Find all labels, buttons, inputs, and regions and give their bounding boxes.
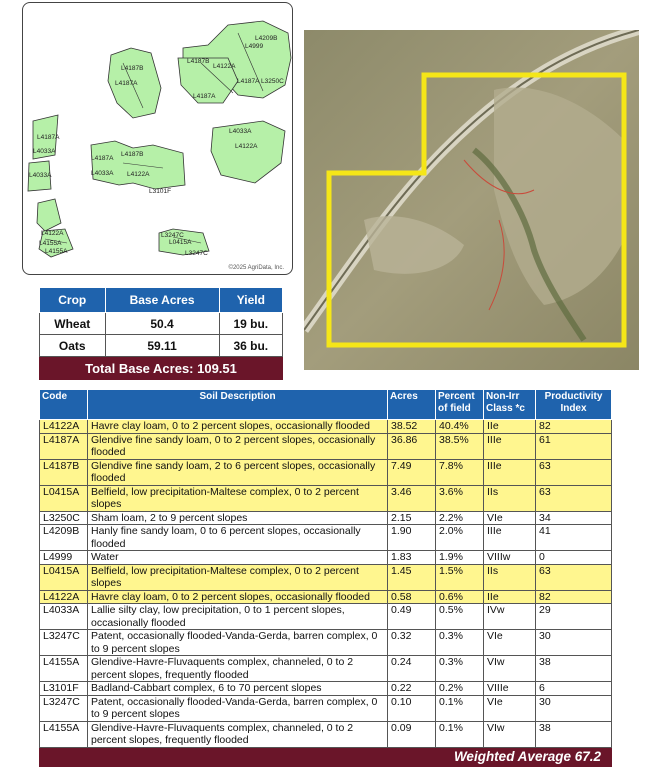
- soil-description: Lallie silty clay, low precipitation, 0 to 1 percent slopes, occasionally flooded: [88, 604, 388, 630]
- soil-row: [40, 590, 612, 604]
- soil-percent: 38.5%: [436, 433, 484, 459]
- soil-percent: 7.8%: [436, 459, 484, 485]
- aerial-photo: [304, 30, 639, 370]
- soil-class: IIs: [484, 564, 536, 590]
- soil-description: Sham loam, 2 to 9 percent slopes: [88, 511, 388, 525]
- soil-acres: 0.22: [388, 682, 436, 696]
- soil-acres: 0.49: [388, 604, 436, 630]
- soil-description: Belfield, low precipitation-Maltese complex, 0 to 2 percent slopes: [88, 485, 388, 511]
- soil-productivity-index: 30: [536, 695, 612, 721]
- soil-productivity-index: 63: [536, 485, 612, 511]
- soil-percent: 1.9%: [436, 551, 484, 565]
- soil-percent: 0.2%: [436, 682, 484, 696]
- soil-code: L4209B: [40, 525, 88, 551]
- soil-code: L4155A: [40, 656, 88, 682]
- soil-description: Glendive fine sandy loam, 0 to 2 percent slopes, occasionally flooded: [88, 433, 388, 459]
- soil-code: L4999: [40, 551, 88, 565]
- soil-acres: 1.90: [388, 525, 436, 551]
- soil-label: L4122A: [127, 171, 150, 178]
- soil-label: L4999: [245, 43, 264, 50]
- soil-row: [40, 459, 612, 485]
- soil-class: VIw: [484, 656, 536, 682]
- soil-acres: 0.10: [388, 695, 436, 721]
- soil-code: L3247C: [40, 695, 88, 721]
- soil-row: [40, 551, 612, 565]
- crop-acres: 50.4: [105, 313, 219, 335]
- soil-row: [40, 433, 612, 459]
- soil-productivity-index: 61: [536, 433, 612, 459]
- header-crop: Crop: [40, 288, 106, 313]
- soil-productivity-index: 6: [536, 682, 612, 696]
- header-code: Code: [40, 390, 88, 420]
- soil-class: IVw: [484, 604, 536, 630]
- soil-percent: 0.5%: [436, 604, 484, 630]
- header-percent-of-field: Percent of field: [436, 390, 484, 420]
- soil-table-header: [40, 390, 612, 420]
- total-base-acres: Total Base Acres: 109.51: [40, 357, 283, 380]
- soil-label: L4187A: [115, 80, 138, 87]
- soil-percent: 0.1%: [436, 695, 484, 721]
- soil-code: L0415A: [40, 564, 88, 590]
- soil-description: Glendive-Havre-Fluvaquents complex, channeled, 0 to 2 percent slopes, frequently flooded: [88, 656, 388, 682]
- header-soil-description: Soil Description: [88, 390, 388, 420]
- soil-acres: 2.15: [388, 511, 436, 525]
- soil-label: L4033A: [33, 148, 56, 155]
- soil-row: [40, 420, 612, 434]
- soil-acres: 38.52: [388, 420, 436, 434]
- soil-productivity-index: 63: [536, 564, 612, 590]
- crop-yield: 19 bu.: [219, 313, 282, 335]
- soil-acres: 3.46: [388, 485, 436, 511]
- soil-code: L4122A: [40, 420, 88, 434]
- crop-row: [40, 313, 283, 335]
- soil-class: VIIIw: [484, 551, 536, 565]
- header-productivity-index: Productivity Index: [536, 390, 612, 420]
- soil-percent: 0.3%: [436, 656, 484, 682]
- soil-acres: 0.09: [388, 721, 436, 747]
- crop-row: [40, 335, 283, 357]
- soil-row: [40, 682, 612, 696]
- soil-label: L3250C: [261, 78, 284, 85]
- soil-label: L4187B: [121, 151, 144, 158]
- header-non-irr-class: Non-Irr Class *c: [484, 390, 536, 420]
- soil-label: L4187A: [37, 134, 60, 141]
- header-yield: Yield: [219, 288, 282, 313]
- soil-class: VIe: [484, 511, 536, 525]
- weighted-average: Weighted Average 67.2: [40, 747, 612, 766]
- soil-row: [40, 564, 612, 590]
- soil-label: L4033A: [91, 170, 114, 177]
- soil-description: Havre clay loam, 0 to 2 percent slopes, occasionally flooded: [88, 420, 388, 434]
- crop-table: [39, 287, 283, 380]
- soil-row: [40, 721, 612, 747]
- soil-productivity-index: 38: [536, 721, 612, 747]
- soil-description: Patent, occasionally flooded-Vanda-Gerda, barren complex, 0 to 9 percent slopes: [88, 630, 388, 656]
- crop-name: Oats: [40, 335, 106, 357]
- soil-row: [40, 525, 612, 551]
- soil-label: L4187A: [193, 93, 216, 100]
- soil-row: [40, 485, 612, 511]
- soil-percent: 0.3%: [436, 630, 484, 656]
- soil-code: L3250C: [40, 511, 88, 525]
- soil-row: [40, 695, 612, 721]
- soil-code: L0415A: [40, 485, 88, 511]
- soil-percent: 0.6%: [436, 590, 484, 604]
- soil-label: L4033A: [29, 172, 52, 179]
- soil-label: L4033A: [229, 128, 252, 135]
- header-base-acres: Base Acres: [105, 288, 219, 313]
- soil-table-body: [40, 420, 612, 748]
- soil-code: L3101F: [40, 682, 88, 696]
- soil-class: IIIe: [484, 433, 536, 459]
- soil-acres: 0.58: [388, 590, 436, 604]
- soil-percent: 1.5%: [436, 564, 484, 590]
- soil-percent: 2.0%: [436, 525, 484, 551]
- soil-acres: 1.45: [388, 564, 436, 590]
- soil-code: L4187B: [40, 459, 88, 485]
- aerial-drawing: [304, 30, 639, 370]
- soil-row: [40, 630, 612, 656]
- soil-label: L4187B: [187, 58, 210, 65]
- soil-productivity-index: 29: [536, 604, 612, 630]
- soil-label: L4187A: [91, 155, 114, 162]
- soil-productivity-index: 0: [536, 551, 612, 565]
- soil-description: Belfield, low precipitation-Maltese complex, 0 to 2 percent slopes: [88, 564, 388, 590]
- soil-productivity-index: 41: [536, 525, 612, 551]
- soil-label: L4155A: [39, 240, 62, 247]
- soil-class: VIe: [484, 630, 536, 656]
- header-acres: Acres: [388, 390, 436, 420]
- soil-label: L3101F: [149, 188, 172, 195]
- soil-percent: 40.4%: [436, 420, 484, 434]
- soil-class: VIe: [484, 695, 536, 721]
- soil-label: L4122A: [213, 63, 236, 70]
- soil-label: L4122A: [235, 143, 258, 150]
- soil-acres: 0.24: [388, 656, 436, 682]
- soil-label: L4122A: [41, 230, 64, 237]
- soil-percent: 2.2%: [436, 511, 484, 525]
- soil-productivity-index: 82: [536, 590, 612, 604]
- soil-class: IIIe: [484, 459, 536, 485]
- soil-label: L0415A: [169, 239, 192, 246]
- soil-row: [40, 656, 612, 682]
- soil-description: Havre clay loam, 0 to 2 percent slopes, occasionally flooded: [88, 590, 388, 604]
- soil-class: IIs: [484, 485, 536, 511]
- soil-productivity-index: 82: [536, 420, 612, 434]
- weighted-average-row: [40, 747, 612, 766]
- soil-productivity-index: 30: [536, 630, 612, 656]
- soil-label: L4209B: [255, 35, 278, 42]
- soil-description: Glendive-Havre-Fluvaquents complex, channeled, 0 to 2 percent slopes, frequently flooded: [88, 721, 388, 747]
- soil-code: L4155A: [40, 721, 88, 747]
- crop-yield: 36 bu.: [219, 335, 282, 357]
- soil-acres: 0.32: [388, 630, 436, 656]
- soil-label: L3247C: [161, 232, 184, 239]
- soil-productivity-index: 38: [536, 656, 612, 682]
- soil-acres: 36.86: [388, 433, 436, 459]
- crop-acres: 59.11: [105, 335, 219, 357]
- soil-acres: 1.83: [388, 551, 436, 565]
- soil-map-drawing: [23, 3, 292, 274]
- crop-name: Wheat: [40, 313, 106, 335]
- soil-label: L4187B: [121, 65, 144, 72]
- soil-label: L4155A: [45, 248, 68, 255]
- soil-map-panel: [22, 2, 293, 275]
- soil-description: Hanly fine sandy loam, 0 to 6 percent slopes, occasionally flooded: [88, 525, 388, 551]
- soil-table: [39, 389, 612, 767]
- soil-class: IIe: [484, 420, 536, 434]
- soil-code: L4122A: [40, 590, 88, 604]
- copyright-text: ©2025 AgriData, Inc.: [228, 265, 284, 271]
- soil-description: Patent, occasionally flooded-Vanda-Gerda, barren complex, 0 to 9 percent slopes: [88, 695, 388, 721]
- soil-acres: 7.49: [388, 459, 436, 485]
- soil-percent: 3.6%: [436, 485, 484, 511]
- soil-row: [40, 511, 612, 525]
- soil-code: L3247C: [40, 630, 88, 656]
- soil-label: L4187A: [237, 78, 260, 85]
- soil-class: IIIe: [484, 525, 536, 551]
- soil-class: VIw: [484, 721, 536, 747]
- soil-code: L4187A: [40, 433, 88, 459]
- soil-productivity-index: 34: [536, 511, 612, 525]
- soil-description: Glendive fine sandy loam, 2 to 6 percent slopes, occasionally flooded: [88, 459, 388, 485]
- soil-label: L3247C: [185, 250, 208, 257]
- soil-productivity-index: 63: [536, 459, 612, 485]
- soil-class: IIe: [484, 590, 536, 604]
- soil-class: VIIIe: [484, 682, 536, 696]
- soil-code: L4033A: [40, 604, 88, 630]
- soil-row: [40, 604, 612, 630]
- crop-total-row: [40, 357, 283, 380]
- soil-polygon: [37, 199, 61, 231]
- soil-description: Water: [88, 551, 388, 565]
- soil-description: Badland-Cabbart complex, 6 to 70 percent slopes: [88, 682, 388, 696]
- soil-percent: 0.1%: [436, 721, 484, 747]
- crop-table-header: [40, 288, 283, 313]
